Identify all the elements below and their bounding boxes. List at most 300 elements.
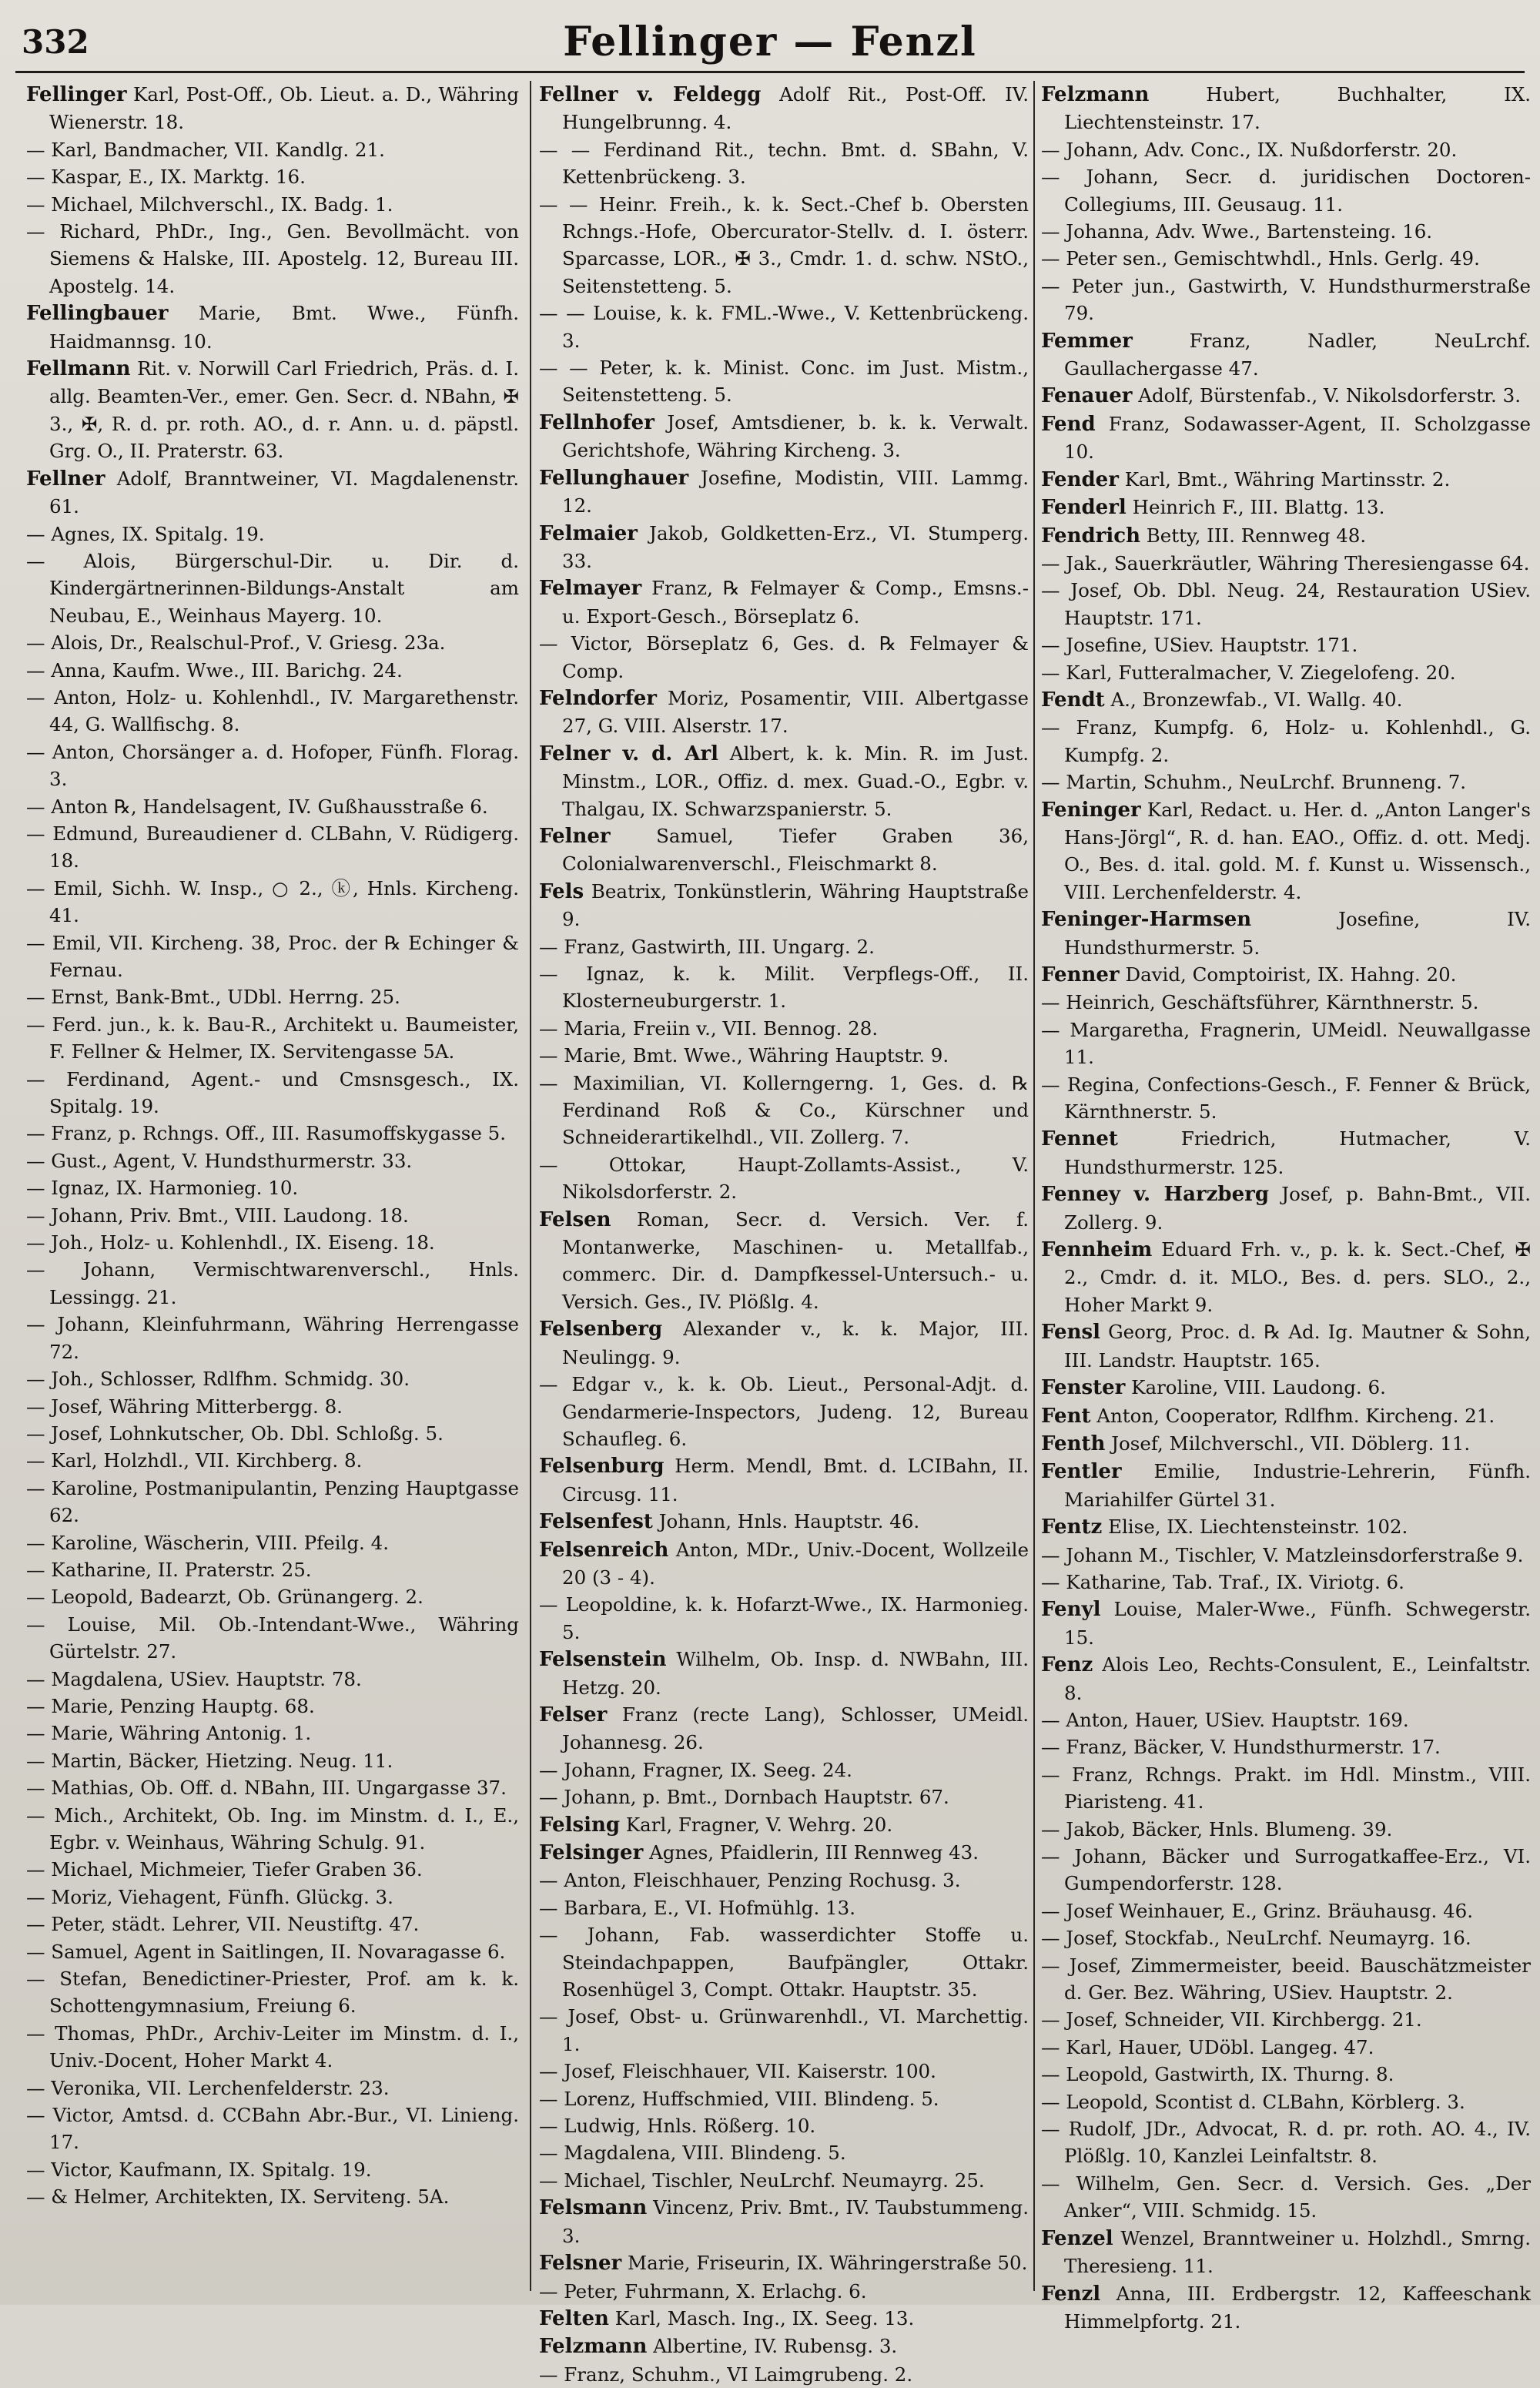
entry-surname: Fenster [1041,1376,1126,1400]
entry-details: — Johann, Fab. wasserdichter Stoffe u. Steindachpappen, Baufpängler, Ottakr. Rosenhügel 3, Compt. Ottakr. Hauptstr. 35. [539,1924,1029,2001]
entry-details: — Maria, Freiin v., VII. Bennog. 28. [539,1016,879,1040]
entry-surname: Felmayer [539,577,642,601]
entry-details: — Johann, p. Bmt., Dornbach Hauptstr. 67. [539,1786,949,1809]
directory-entry [539,520,1029,575]
directory-entry [26,1720,519,1747]
directory-entry [539,2085,1029,2112]
directory-entry [26,81,519,136]
entry-details: Elise, IX. Liechtensteinstr. 102. [1108,1516,1408,1539]
directory-entry [1041,410,1531,466]
entry-details: — Johanna, Adv. Wwe., Bartensteing. 16. [1041,220,1433,243]
entry-details: Alexander v., k. k. Major, III. Neulingg. 9. [562,1318,1029,1368]
entry-surname: Fender [1041,467,1119,491]
directory-entry [26,1856,519,1883]
entry-details: — Joh., Schlosser, Rdlfhm. Schmidg. 30. [26,1368,410,1391]
entry-details: — Josefine, USiev. Hauptstr. 171. [1041,634,1358,657]
entry-details: Franz, ℞ Felmayer & Comp., Emsns.- u. Export-Gesch., Börseplatz 6. [562,577,1029,628]
entry-details: Josefine, Modistin, VIII. Lammg. 12. [562,466,1029,517]
entry-details: — Ludwig, Hnls. Rößerg. 10. [539,2115,816,2138]
directory-entry [539,1508,1029,1536]
directory-entry [1041,273,1531,327]
directory-entry [26,136,519,163]
directory-entry [26,191,519,218]
directory-entry [1041,550,1531,577]
entry-details: — Martin, Schuhm., NeuLrchf. Brunneng. 7. [1041,771,1467,794]
directory-entry [1041,1402,1531,1430]
directory-entry [1041,1016,1531,1071]
entry-surname: Feninger-Harmsen [1041,908,1252,932]
directory-entry [1041,1236,1531,1318]
entry-details: — Josef, Lohnkutscher, Ob. Dbl. Schloßg. 5. [26,1422,444,1445]
directory-entry [26,1611,519,1666]
entry-details: — & Helmer, Architekten, IX. Serviteng. 5A. [26,2185,450,2209]
directory-entry [26,1529,519,1556]
directory-entry [539,1536,1029,1592]
directory-entry [1041,494,1531,521]
directory-entry [26,1965,519,2020]
entry-surname: Felser [539,1703,608,1727]
entry-details: Jakob, Goldketten-Erz., VI. Stumperg. 33. [562,521,1029,572]
entry-details: — Ferd. jun., k. k. Bau-R., Architekt u. Baumeister, F. Fellner & Helmer, IX. Servitengasse 5A. [26,1013,519,1063]
column-1 [26,81,519,2291]
directory-entry [1041,1706,1531,1733]
directory-entry [1041,796,1531,906]
entry-details: — Ignaz, IX. Harmonieg. 10. [26,1177,299,1200]
entry-details: — Johann, Adv. Conc., IX. Nußdorferstr. 20. [1041,138,1458,161]
entry-details: — Anton, Holz- u. Kohlenhdl., IV. Margarethenstr. 44, G. Wallfischg. 8. [26,685,519,736]
entry-details: — Anton, Chorsänger a. d. Hofoper, Fünfh. Florag. 3. [26,740,519,791]
directory-entry [1041,81,1531,136]
directory-entry [1041,2006,1531,2033]
entry-details: Josefine, IV. Hundsthurmerstr. 5. [1064,908,1531,959]
directory-entry [539,1783,1029,1810]
entry-details: — Moriz, Viehagent, Fünfh. Glückg. 3. [26,1885,393,1908]
entry-details: Franz (recte Lang), Schlosser, UMeidl. Johannesg. 26. [562,1703,1029,1754]
directory-entry [26,465,519,521]
directory-entry [1041,1458,1531,1513]
entry-details: Adolf Rit., Post-Off. IV. Hungelbrunng. 4. [562,83,1029,134]
directory-entry [26,2156,519,2183]
entry-details: — Karl, Futteralmacher, V. Ziegelofeng. 20. [1041,661,1456,684]
entry-details: Karl, Masch. Ing., IX. Seeg. 13. [614,2306,915,2329]
directory-entry [1041,1569,1531,1596]
entry-surname: Fenauer [1041,384,1133,408]
directory-entry [1041,2115,1531,2170]
directory-entry [1041,714,1531,769]
entry-details: — Katharine, II. Praterstr. 25. [26,1558,312,1581]
directory-entry [26,929,519,984]
directory-entry [539,354,1029,409]
directory-entry [26,218,519,300]
directory-entry [539,878,1029,933]
entry-details: Eduard Frh. v., p. k. k. Sect.-Chef, ✠ 2., Cmdr. d. it. MLO., Bes. d. pers. SLO., 2., Hoher Markt 9. [1064,1238,1531,1316]
directory-entry [26,1011,519,1066]
entry-details: — — Peter, k. k. Minist. Conc. im Just. Mistm., Seitenstetteng. 5. [539,357,1029,407]
entry-details: Marie, Bmt. Wwe., Fünfh. Haidmannsg. 10. [49,302,519,353]
directory-entry [539,1839,1029,1867]
entry-details: — Magdalena, USiev. Hauptstr. 78. [26,1667,362,1690]
directory-entry [539,2112,1029,2139]
entry-details: — Johann, Bäcker und Surrogatkaffee-Erz., VI. Gumpendorferstr. 128. [1041,1845,1531,1895]
entry-details: Johann, Hnls. Hauptstr. 46. [658,1510,920,1533]
entry-details: — Louise, Mil. Ob.-Intendant-Wwe., Währing Gürtelstr. 27. [26,1613,519,1663]
entry-surname: Fellner v. Feldegg [539,83,762,106]
entry-surname: Fend [1041,412,1096,436]
entry-surname: Fennheim [1041,1238,1153,1262]
directory-entry [26,1229,519,1256]
entry-details: Albertine, IV. Rubensg. 3. [653,2335,898,2358]
entry-surname: Fenyl [1041,1598,1101,1622]
entry-surname: Felzmann [1041,83,1150,106]
entry-surname: Felsenstein [539,1648,667,1672]
entry-details: Rit. v. Norwill Carl Friedrich, Präs. d. I. allg. Beamten-Ver., emer. Gen. Secr. d. NBahn, ✠ 3., ✠, R. d. pr. roth. AO., d. r. Ann. u. d. päpstl. Grg. O., II. Praterstr. 63. [49,357,519,463]
entry-details: A., Bronzewfab., VI. Wallg. 40. [1110,688,1403,711]
entry-surname: Fellunghauer [539,466,689,490]
entry-surname: Fentz [1041,1516,1103,1539]
entry-details: — Victor, Amtsd. d. CCBahn Abr.-Bur., VI. Linieng. 17. [26,2104,519,2154]
entry-details: Samuel, Tiefer Graben 36, Colonialwarenverschl., Fleischmarkt 8. [562,824,1029,876]
entry-surname: Felsinger [539,1841,644,1864]
entry-details: Beatrix, Tonkünstlerin, Währing Hauptstraße 9. [562,879,1029,931]
entry-details: Heinrich F., III. Blattg. 13. [1132,496,1385,519]
entry-details: Josef, p. Bahn-Bmt., VII. Zollerg. 9. [1064,1183,1531,1234]
directory-entry [1041,2280,1531,2336]
entry-details: — Veronika, VII. Lerchenfelderstr. 23. [26,2076,390,2099]
entry-details: — Johann, Secr. d. juridischen Doctoren-Collegiums, III. Geusaug. 11. [1041,166,1531,216]
directory-entry [539,1206,1029,1316]
directory-entry [1041,1761,1531,1816]
directory-entry [26,1174,519,1201]
directory-entry [1041,1430,1531,1458]
directory-entry [1041,577,1531,631]
entry-surname: Felner v. d. Arl [539,742,719,765]
entry-details: Karoline, VIII. Laudong. 6. [1131,1376,1386,1399]
entry-details: — Marie, Penzing Hauptg. 68. [26,1694,315,1717]
directory-entry [1041,245,1531,272]
entry-surname: Fenth [1041,1432,1106,1455]
entry-details: Karl, Bmt., Währing Martinsstr. 2. [1124,467,1451,491]
directory-entry [539,1757,1029,1783]
entry-details: Louise, Maler-Wwe., Fünfh. Schwegerstr. 15. [1064,1598,1531,1649]
directory-entry [539,409,1029,464]
entry-details: Adolf, Branntweiner, VI. Magdalenenstr. 61. [49,467,519,518]
directory-entry [26,629,519,656]
entry-surname: Felner [539,824,611,848]
directory-entry [26,1911,519,1938]
entry-details: — Kaspar, E., IX. Marktg. 16. [26,166,306,189]
directory-entry [1041,466,1531,494]
directory-entry [1041,1651,1531,1706]
entry-details: — Samuel, Agent in Saitlingen, II. Novaragasse 6. [26,1940,506,1963]
entry-details: — Karoline, Postmanipulantin, Penzing Hauptgasse 62. [26,1476,519,1527]
entry-details: — Josef, Schneider, VII. Kirchbergg. 21. [1041,2008,1422,2031]
entry-details: — Josef, Stockfab., NeuLrchf. Neumayrg. 16. [1041,1927,1471,1950]
entry-details: Georg, Proc. d. ℞ Ad. Ig. Mautner & Sohn, III. Landstr. Hauptstr. 165. [1064,1321,1531,1372]
directory-entry [26,1311,519,1365]
entry-surname: Felsenreich [539,1538,669,1562]
directory-entry [26,1583,519,1610]
directory-entry [26,1120,519,1147]
entry-details: — Heinrich, Geschäftsführer, Kärnthnerstr. 5. [1041,991,1479,1014]
directory-entry [1041,1596,1531,1651]
entry-details: — Edmund, Bureaudiener d. CLBahn, V. Rüdigerg. 18. [26,822,519,872]
directory-entry [1041,1071,1531,1126]
directory-entry [539,1646,1029,1701]
directory-entry [539,300,1029,354]
entry-details: — Margaretha, Fragnerin, UMeidl. Neuwallgasse 11. [1041,1018,1531,1069]
directory-entry [1041,2034,1531,2061]
entry-details: Franz, Nadler, NeuLrchf. Gaullachergasse 47. [1064,329,1532,380]
entry-details: — Leopold, Badearzt, Ob. Grünangerg. 2. [26,1586,424,1609]
column-divider [530,81,531,2291]
entry-details: — Anna, Kaufm. Wwe., III. Barichg. 24. [26,658,403,682]
entry-details: — Marie, Währing Antonig. 1. [26,1722,312,1745]
entry-details: — Leopold, Scontist d. CLBahn, Körblerg. 3. [1041,2090,1465,2113]
directory-entry [1041,1816,1531,1843]
directory-entry [539,1867,1029,1894]
entry-details: Vincenz, Priv. Bmt., IV. Taubstummeng. 3. [562,2196,1029,2247]
entry-details: — Maximilian, VI. Kollerngerng. 1, Ges. d. ℞ Ferdinand Roß & Co., Kürschner und Schneiderartikelhdl., VII. Zollerg. 7. [539,1071,1029,1149]
directory-entry [1041,1733,1531,1760]
entry-surname: Fellmann [26,357,131,381]
entry-surname: Felsmann [539,2196,648,2220]
entry-details: Marie, Friseurin, IX. Währingerstraße 50. [628,2252,1028,2275]
directory-entry [539,2305,1029,2333]
directory-entry [1041,1181,1531,1236]
directory-entry [26,355,519,465]
directory-entry [26,684,519,739]
directory-entry [539,822,1029,878]
directory-entry [26,2075,519,2102]
directory-entry [1041,1318,1531,1374]
entry-details: — Michael, Michmeier, Tiefer Graben 36. [26,1858,423,1881]
entry-surname: Felten [539,2306,609,2330]
directory-entry [26,1884,519,1911]
entry-surname: Felndorfer [539,686,658,710]
directory-entry [26,2183,519,2210]
entry-details: Karl, Fragner, V. Wehrg. 20. [625,1813,893,1836]
directory-entry [1041,659,1531,686]
directory-entry [1041,136,1531,163]
page-header [0,14,1540,68]
directory-entry [26,983,519,1010]
entry-details: — Peter jun., Gastwirth, V. Hundsthurmerstraße 79. [1041,274,1531,325]
entry-details: — Franz, Schuhm., VI Laimgrubeng. 2. [539,2363,913,2386]
directory-entry [1041,989,1531,1016]
entry-details: — Karl, Bandmacher, VII. Kandlg. 21. [26,138,385,161]
entry-details: — Johann, Priv. Bmt., VIII. Laudong. 18. [26,1204,409,1227]
directory-entry [539,2058,1029,2085]
entry-details: — Stefan, Benedictiner-Priester, Prof. am k. k. Schottengymnasium, Freiung 6. [26,1968,519,2018]
entry-details: Josef, Milchverschl., VII. Döblerg. 11. [1111,1432,1471,1455]
directory-entry [1041,1924,1531,1951]
entry-surname: Fels [539,879,584,903]
entry-details: Josef, Amtsdiener, b. k. k. Verwalt. Gerichtshofe, Währing Kircheng. 3. [562,410,1029,462]
directory-entry [26,1147,519,1174]
entry-details: Albert, k. k. Min. R. im Just. Minstm., LOR., Offiz. d. mex. Guad.-O., Egbr. v. Thalgau, IX. Schwarzspanierstr. 5. [562,742,1029,820]
directory-entry [539,1315,1029,1371]
directory-entry [1041,1374,1531,1402]
entry-details: — Martin, Bäcker, Hietzing. Neug. 11. [26,1749,393,1772]
entry-surname: Feninger [1041,798,1141,822]
entry-details: — Karl, Hauer, UDöbl. Langeg. 47. [1041,2035,1374,2058]
directory-entry [1041,2061,1531,2088]
directory-entry [1041,769,1531,795]
directory-entry [26,657,519,684]
directory-entry [539,1894,1029,1921]
entry-details: — Magdalena, VIII. Blindeng. 5. [539,2142,846,2165]
entry-details: — Ottokar, Haupt-Zollamts-Assist., V. Nikolsdorferstr. 2. [539,1153,1029,1204]
entry-surname: Felsen [539,1207,611,1231]
entry-details: — Leopoldine, k. k. Hofarzt-Wwe., IX. Harmonieg. 5. [539,1593,1029,1643]
entry-surname: Felmaier [539,521,638,545]
directory-entry [26,820,519,875]
directory-entry [1041,906,1531,961]
directory-entry [539,2139,1029,2166]
directory-entry [539,2249,1029,2277]
entry-details: — Alois, Dr., Realschul-Prof., V. Griesg. 23a. [26,631,446,655]
entry-surname: Fellinger [26,83,127,106]
entry-details: — Leopold, Gastwirth, IX. Thurng. 8. [1041,2063,1394,2086]
directory-entry [1041,522,1531,550]
directory-entry [539,2333,1029,2360]
entry-details: — Edgar v., k. k. Ob. Lieut., Personal-Adjt. d. Gendarmerie-Inspectors, Judeng. 12, Bureau Schaufleg. 6. [539,1373,1029,1450]
entry-details: Anton, Cooperator, Rdlfhm. Kircheng. 21. [1096,1404,1495,1427]
column-2 [539,81,1029,2386]
entry-details: — Anton, Fleischhauer, Penzing Rochusg. 3. [539,1869,961,1892]
entry-details: — Josef, Zimmermeister, beeid. Bauschätzmeister d. Ger. Bez. Währing, USiev. Hauptstr. 2. [1041,1954,1531,2005]
directory-entry [26,1747,519,1774]
entry-details: Franz, Sodawasser-Agent, II. Scholzgasse 10. [1064,412,1531,464]
directory-entry [1041,1952,1531,2007]
directory-entry [26,875,519,929]
directory-entry [539,81,1029,136]
entry-details: — Emil, Sichh. W. Insp., ○ 2., ⓚ, Hnls. Kircheng. 41. [26,876,519,927]
entry-surname: Fellingbauer [26,302,169,326]
directory-entry [539,740,1029,822]
entry-surname: Fendrich [1041,524,1140,548]
directory-entry [26,1066,519,1120]
entry-surname: Fenzl [1041,2282,1101,2306]
directory-entry [26,1938,519,1965]
directory-entry [539,1811,1029,1839]
entry-details: Hubert, Buchhalter, IX. Liechtensteinstr. 17. [1064,83,1531,134]
entry-details: — Ignaz, k. k. Milit. Verpflegs-Off., II. Klosterneuburgerstr. 1. [539,963,1029,1013]
directory-entry [539,2003,1029,2058]
entry-details: — Emil, VII. Kircheng. 38, Proc. der ℞ Echinger & Fernau. [26,931,519,981]
entry-details: — Joh., Holz- u. Kohlenhdl., IX. Eiseng. 18. [26,1231,435,1254]
entry-details: — Josef, Fleischhauer, VII. Kaiserstr. 100. [539,2060,936,2083]
entry-details: — Anton ℞, Handelsagent, IV. Gußhausstraße 6. [26,795,488,818]
directory-entry [1041,382,1531,410]
entry-details: — Josef, Ob. Dbl. Neug. 24, Restauration USiev. Hauptstr. 171. [1041,579,1531,629]
entry-details: — Franz, Rchngs. Prakt. im Hdl. Minstm., VIII. Piaristeng. 41. [1041,1763,1531,1814]
entry-details: — Ferdinand, Agent.- und Cmsnsgesch., IX. Spitalg. 19. [26,1067,519,1118]
entry-details: — Gust., Agent, V. Hundsthurmerstr. 33. [26,1149,413,1172]
entry-details: — Karl, Holzhdl., VII. Kirchberg. 8. [26,1449,363,1472]
entry-details: Herm. Mendl, Bmt. d. LCIBahn, II. Circusg. 11. [562,1455,1029,1505]
directory-entry [26,1393,519,1420]
directory-entry [26,1202,519,1229]
entry-details: — Franz, Gastwirth, III. Ungarg. 2. [539,935,875,958]
entry-surname: Fensl [1041,1321,1100,1345]
entry-details: Anna, III. Erdbergstr. 12, Kaffeeschank Himmelpfortg. 21. [1064,2282,1531,2333]
directory-entry [1041,1843,1531,1897]
entry-details: — Regina, Confections-Gesch., F. Fenner & Brück, Kärnthnerstr. 5. [1041,1073,1531,1124]
entry-surname: Fennet [1041,1127,1118,1151]
entry-details: — Thomas, PhDr., Archiv-Leiter im Minstm. d. I., Univ.-Docent, Hoher Markt 4. [26,2021,519,2072]
entry-details: — Josef, Währing Mitterbergg. 8. [26,1395,343,1418]
entry-details: — Agnes, IX. Spitalg. 19. [26,522,265,545]
directory-entry [1041,1513,1531,1541]
entry-details: Wilhelm, Ob. Insp. d. NWBahn, III. Hetzg. 20. [562,1648,1029,1699]
entry-details: Betty, III. Rennweg 48. [1146,524,1367,547]
column-3 [1041,81,1532,2333]
directory-entry [539,933,1029,960]
directory-entry [539,574,1029,630]
directory-entry [26,521,519,548]
column-divider [1033,81,1035,2291]
entry-details: — Johann, Fragner, IX. Seeg. 24. [539,1758,852,1781]
directory-entry [539,136,1029,191]
entry-details: Moriz, Posamentir, VIII. Albertgasse 27, G. VIII. Alserstr. 17. [562,686,1029,738]
entry-details: — Johann M., Tischler, V. Matzleinsdorferstraße 9. [1041,1543,1524,1566]
directory-entry [539,1701,1029,1757]
entry-details: — Franz, Kumpfg. 6, Holz- u. Kohlenhdl., G. Kumpfg. 2. [1041,716,1531,766]
header-rule [15,71,1525,73]
entry-details: — Peter sen., Gemischtwhdl., Hnls. Gerlg. 49. [1041,247,1480,270]
directory-entry [1041,218,1531,245]
directory-entry [1041,631,1531,658]
entry-details: — Jak., Sauerkräutler, Währing Theresiengasse 64. [1041,551,1530,574]
directory-entry [1041,2088,1531,2115]
entry-details: — Josef, Obst- u. Grünwarenhdl., VI. Marchettig. 1. [539,2005,1029,2055]
directory-entry [539,685,1029,740]
entry-surname: Fentler [1041,1460,1122,1484]
entry-details: — Franz, Bäcker, V. Hundsthurmerstr. 17. [1041,1736,1441,1759]
directory-entry [26,1802,519,1857]
entry-details: — Alois, Bürgerschul-Dir. u. Dir. d. Kindergärtnerinnen-Bildungs-Anstalt am Neubau, E., Weinhaus Mayerg. 10. [26,549,519,627]
directory-entry [1041,327,1531,383]
entry-details: — Franz, p. Rchngs. Off., III. Rasumoffskygasse 5. [26,1122,506,1145]
entry-details: Alois Leo, Rechts-Consulent, E., Leinfaltstr. 8. [1064,1653,1531,1704]
directory-entry [26,163,519,190]
directory-entry [539,1042,1029,1069]
entry-details: — Karoline, Wäscherin, VIII. Pfeilg. 4. [26,1531,389,1554]
entry-details: Wenzel, Branntweiner u. Holzhdl., Smrng. Theresieng. 11. [1064,2226,1531,2278]
entry-details: Adolf, Bürstenfab., V. Nikolsdorferstr. 3. [1138,384,1522,407]
entry-details: — Johann, Kleinfuhrmann, Währing Herrengasse 72. [26,1313,519,1363]
directory-entry [26,793,519,820]
directory-entry [539,191,1029,300]
directory-entry [539,2167,1029,2194]
directory-entry [539,1371,1029,1452]
entry-surname: Fendt [1041,688,1105,712]
entry-surname: Fenderl [1041,496,1127,520]
directory-entry [26,2102,519,2156]
entry-details: — Lorenz, Huffschmied, VIII. Blindeng. 5. [539,2087,939,2110]
page-number: 332 [22,23,89,61]
entry-details: Agnes, Pfaidlerin, III Rennweg 43. [649,1841,979,1864]
directory-entry [539,960,1029,1015]
entry-details: — Ernst, Bank-Bmt., UDbl. Herrng. 25. [26,986,400,1009]
entry-details: Anton, MDr., Univ.-Docent, Wollzeile 20 (3 - 4). [562,1538,1029,1589]
directory-entry [26,1365,519,1392]
entry-details: — Peter, Fuhrmann, X. Erlachg. 6. [539,2279,867,2303]
entry-surname: Felzmann [539,2335,648,2359]
directory-entry [539,1452,1029,1508]
entry-surname: Felsenfest [539,1510,653,1534]
